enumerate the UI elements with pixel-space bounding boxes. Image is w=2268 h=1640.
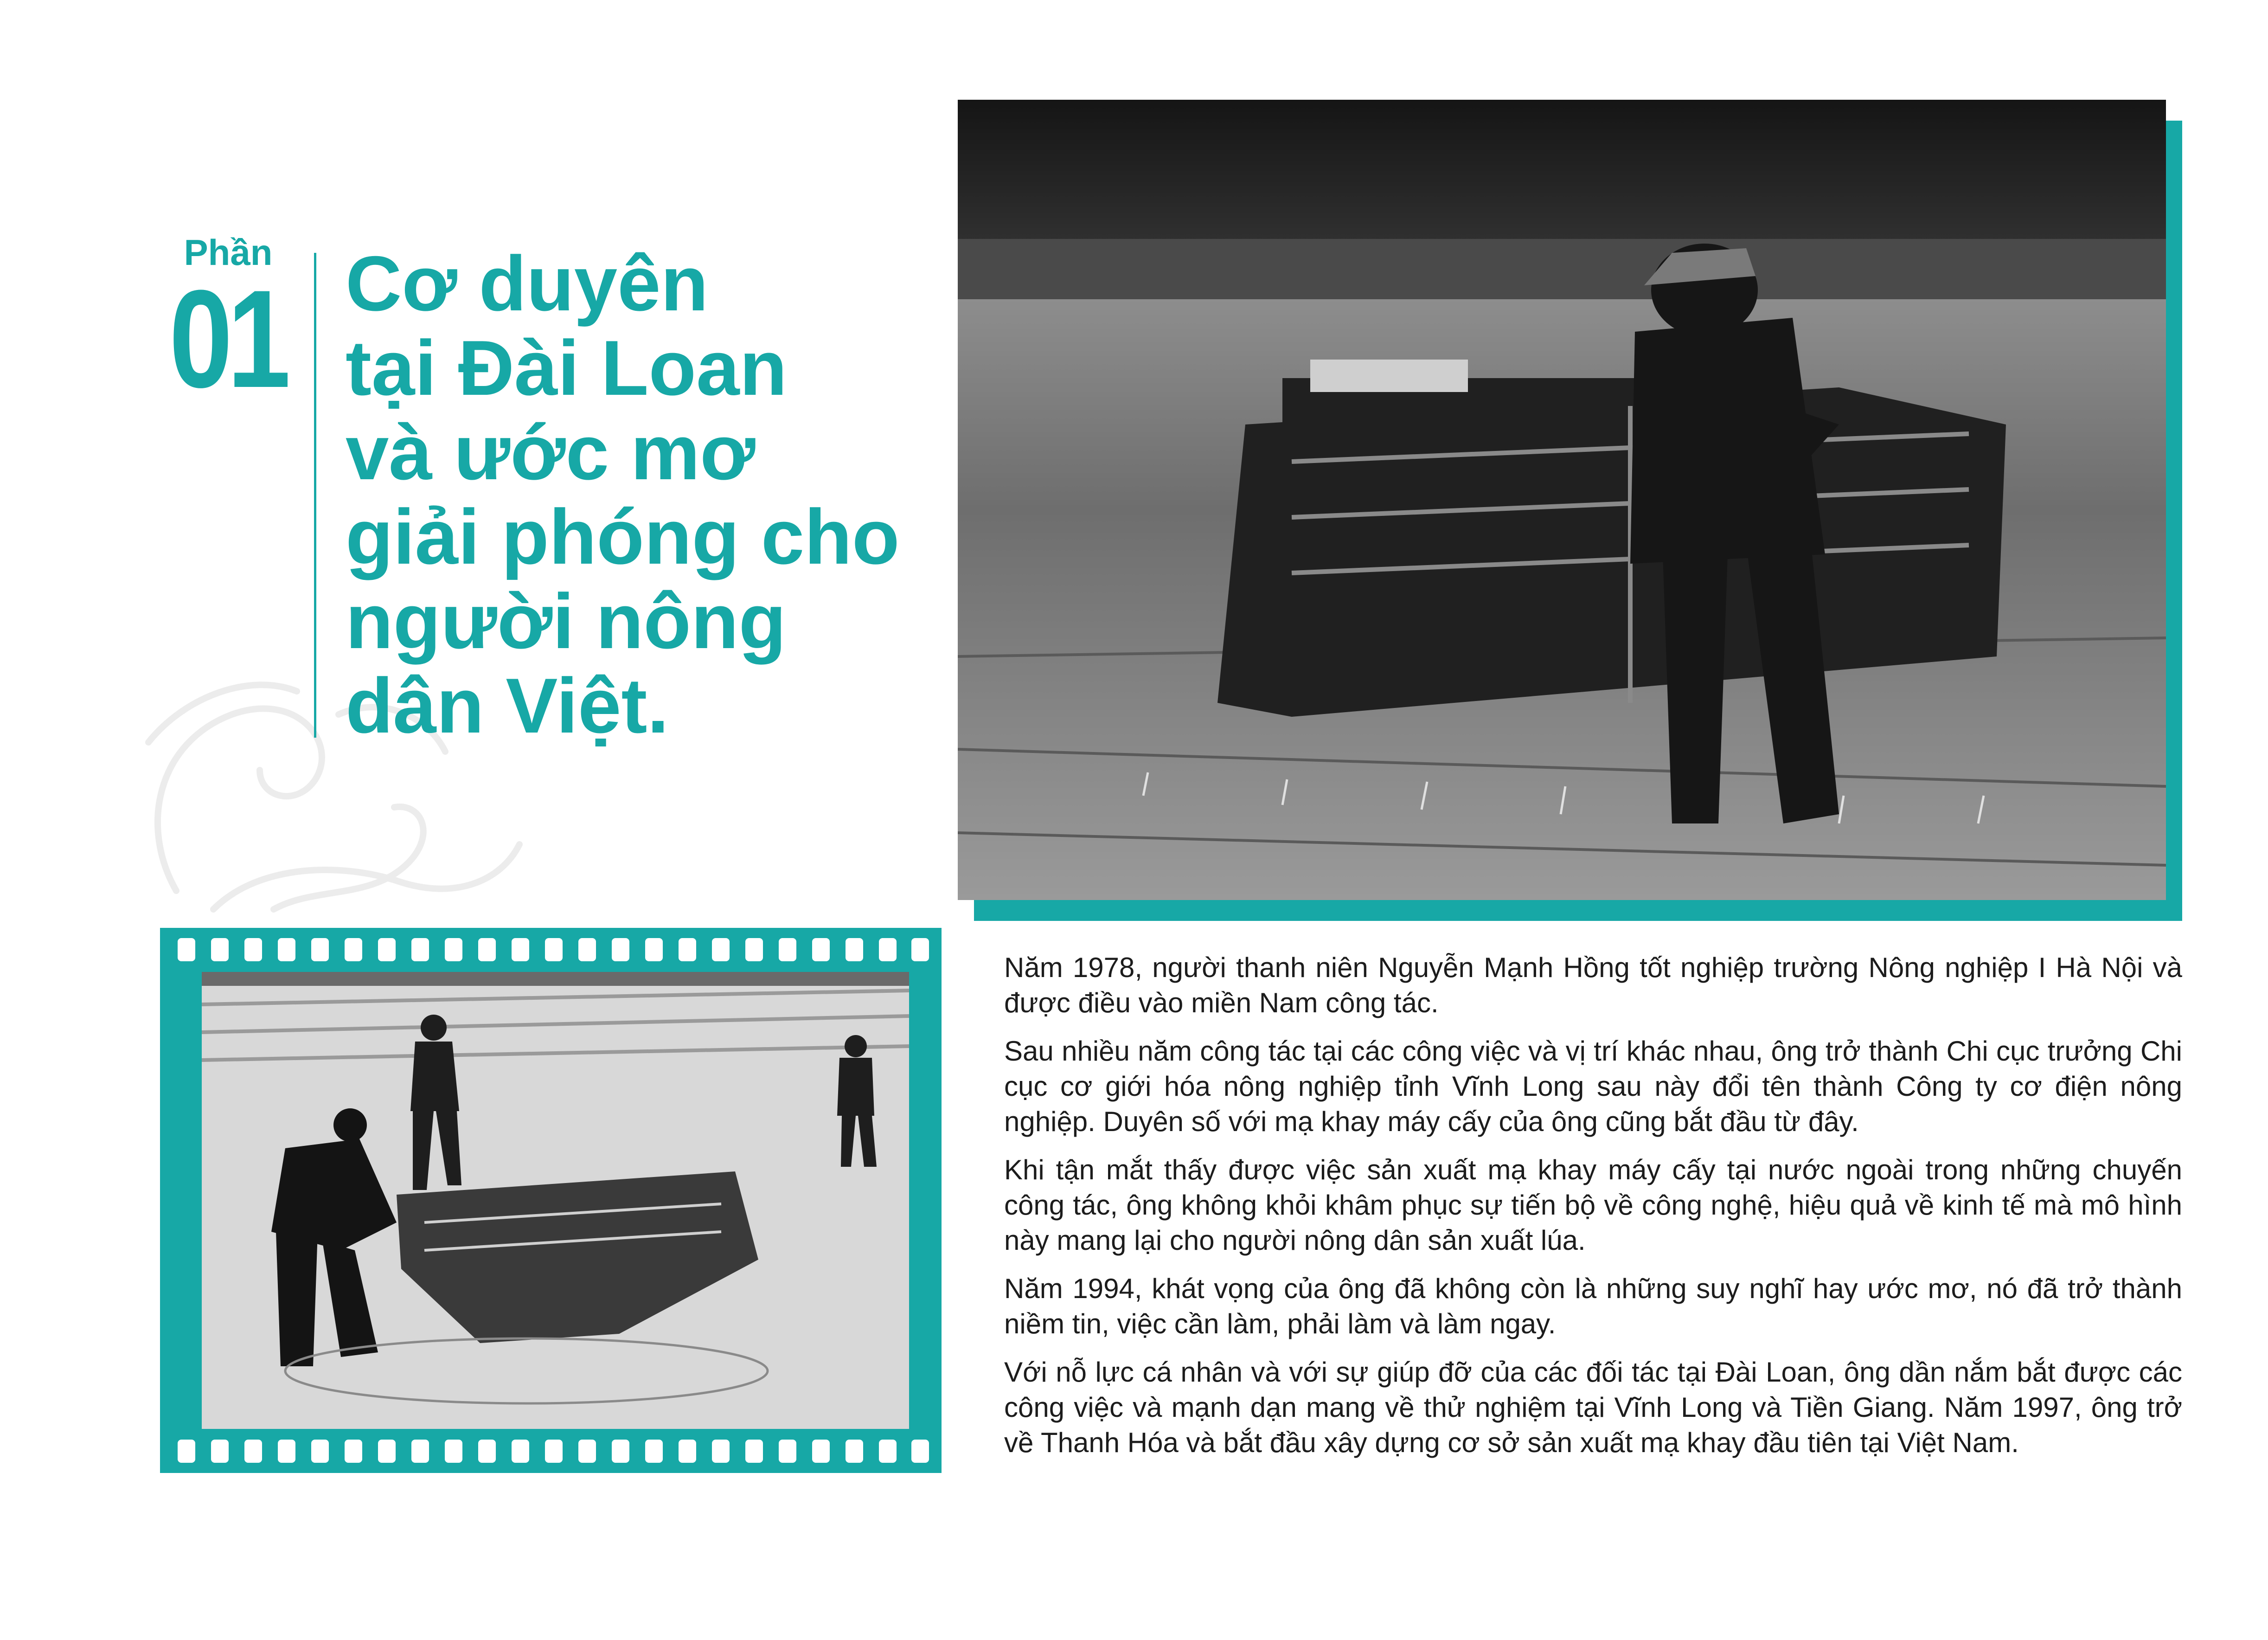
film-photo: [202, 972, 909, 1429]
paragraph: Sau nhiều năm công tác tại các công việc và vị trí khác nhau, ông trở thành Chi cục trưởng Chi cục cơ giới hóa nông nghiệp tỉnh Vĩnh Long sau này đổi tên thành Công ty cơ điện nông nghiệp. Duyên số với mạ khay máy cấy của ông cũng bắt đầu từ đây.: [1004, 1035, 2182, 1137]
title-line: giải phóng cho: [346, 493, 900, 580]
film-strip: [160, 928, 942, 1473]
film-holes-bottom-icon: [178, 1440, 929, 1463]
paragraph: Với nỗ lực cá nhân và với sự giúp đỡ của các đối tác tại Đài Loan, ông dần nắm bắt được các công việc và mạnh dạn mang về thử nghiệm tại Vĩnh Long và Tiền Giang. Năm 1997, ông trở về Thanh Hóa và bắt đầu xây dựng cơ sở sản xuất mạ khay đầu tiên tại Việt Nam.: [1004, 1357, 2182, 1458]
part-label: Phần: [184, 232, 273, 273]
title-line: người nông: [346, 578, 787, 665]
film-holes-top-icon: [178, 938, 929, 961]
section-title: [346, 241, 948, 748]
paragraph: Năm 1994, khát vọng của ông đã không còn là những suy nghĩ hay ước mơ, nó đã trở thành niềm tin, việc cần làm, phải làm và làm ngay.: [1004, 1273, 2182, 1339]
title-line: Cơ duyên: [346, 240, 709, 327]
rice-transplanter-farmer-photo-icon: [958, 100, 2166, 900]
heading-divider: [314, 253, 316, 738]
title-line: và ước mơ: [346, 409, 756, 496]
paragraph: Khi tận mắt thấy được việc sản xuất mạ khay máy cấy tại nước ngoài trong những chuyến công tác, ông không khỏi khâm phục sự tiến bộ về công nghệ, hiệu quả về kinh tế mà mô hình này mang lại cho người nông dân sản xuất lúa.: [1004, 1154, 2182, 1256]
title-line: dân Việt.: [346, 662, 669, 749]
title-line: tại Đài Loan: [346, 324, 788, 412]
part-number: 01: [169, 261, 286, 417]
paragraph: Năm 1978, người thanh niên Nguyễn Mạnh Hồng tốt nghiệp trường Nông nghiệp I Hà Nội và được điều vào miền Nam công tác.: [1004, 952, 2182, 1018]
rice-field-workers-photo-icon: [202, 972, 909, 1429]
body-text: [1004, 950, 2182, 1473]
main-photo: [958, 100, 2166, 900]
